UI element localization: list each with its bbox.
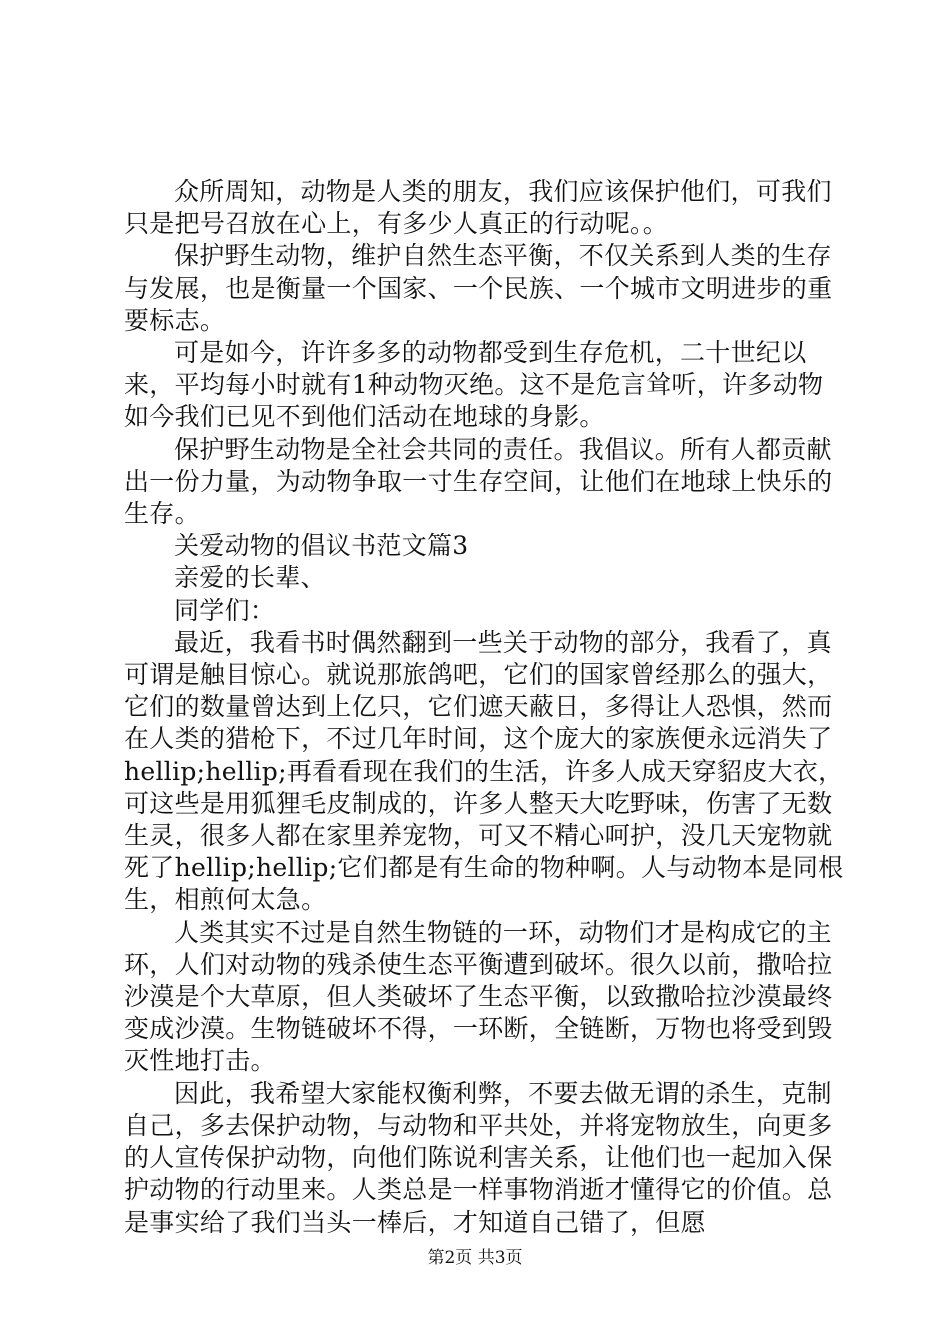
- section-heading: 关爱动物的倡议书范文篇3: [174, 531, 469, 561]
- document-body: [124, 176, 844, 1239]
- paragraph: 保护野生动物，维护自然生态平衡，不仅关系到人类的生存与发展，也是衡量一个国家、一个民族、一个城市文明进步的重要标志。: [124, 241, 833, 335]
- paragraph: 可是如今，许许多多的动物都受到生存危机，二十世纪以来，平均每小时就有1种动物灭绝。这不是危言耸听，许多动物如今我们已见不到他们活动在地球的身影。: [124, 338, 824, 432]
- paragraph: 保护野生动物是全社会共同的责任。我倡议。所有人都贡献出一份力量，为动物争取一寸生存空间，让他们在地球上快乐的生存。: [124, 434, 833, 529]
- paragraph: 人类其实不过是自然生物链的一环，动物们才是构成它的主环，人们对动物的残杀使生态平衡遭到破坏。很久以前，撒哈拉沙漠是个大草原，但人类破坏了生态平衡，以致撒哈拉沙漠最终变成沙漠。生物链破坏不得，一环断，全链断，万物也将受到毁灭性地打击。: [124, 917, 833, 1076]
- paragraph: 因此，我希望大家能权衡利弊，不要去做无谓的杀生，克制自己，多去保护动物，与动物和平共处，并将宠物放生，向更多的人宣传保护动物，向他们陈说利害关系，让他们也一起加入保护动物的行动里来。人类总是一样事物消逝才懂得它的价值。总是事实给了我们当头一棒后，才知道自己错了，但愿: [124, 1078, 833, 1237]
- paragraph: 众所周知，动物是人类的朋友，我们应该保护他们，可我们只是把号召放在心上，有多少人真正的行动呢。。: [124, 177, 832, 239]
- page-number: 第2页 共3页: [427, 1248, 523, 1268]
- salutation-line: 亲爱的长辈、: [174, 563, 326, 593]
- salutation-line: 同学们：: [174, 595, 276, 625]
- paragraph: 最近，我看书时偶然翻到一些关于动物的部分，我看了，真可谓是触目惊心。就说那旅鸽吧，它们的国家曾经那么的强大，它们的数量曾达到上亿只，它们遮天蔽日，多得让人恐惧，然而在人类的猎枪下，不过几年时间，这个庞大的家族便永远消失了hellip;hellip;再看看现在我们的生活，许多人成天穿貂皮大衣，可这些是用狐狸毛皮制成的，许多人整天大吃野味，伤害了无数生灵，很多人都在家里养宠物，可又不精心呵护，没几天宠物就死了hellip;hellip;它们都是有生命的物种啊。人与动物本是同根生，相煎何太急。: [124, 627, 844, 915]
